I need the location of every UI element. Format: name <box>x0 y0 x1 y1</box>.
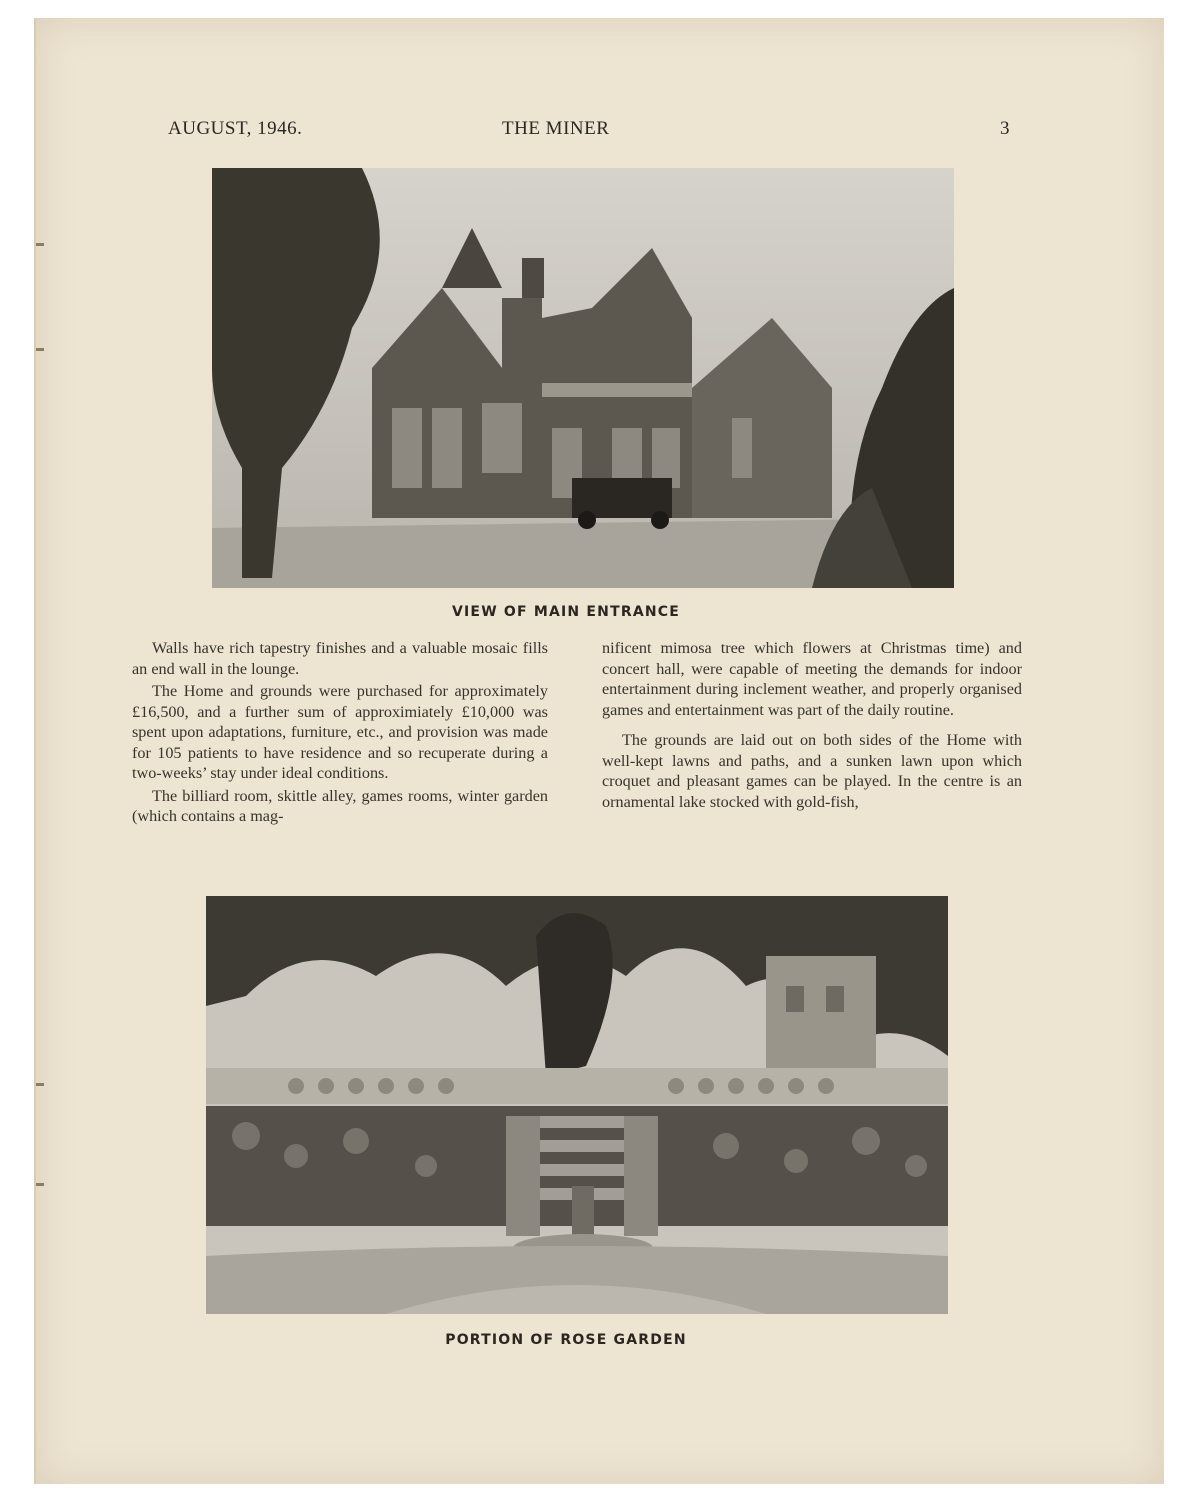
article-column-right <box>602 638 1022 814</box>
binding-staple <box>36 348 44 351</box>
magazine-page <box>34 18 1164 1484</box>
page-number: 3 <box>1000 118 1010 139</box>
binding-staple <box>36 1183 44 1186</box>
main-entrance-caption: VIEW OF MAIN ENTRANCE <box>451 604 681 620</box>
rose-garden-photo <box>206 896 948 1314</box>
article-paragraph: The billiard room, skittle alley, games rooms, winter garden (which contains a mag- <box>132 786 548 825</box>
binding-staple <box>36 243 44 246</box>
issue-date: AUGUST, 1946. <box>168 118 303 139</box>
publication-title: THE MINER <box>502 118 610 139</box>
main-entrance-photo <box>212 168 954 588</box>
article-paragraph: The Home and grounds were purchased for approximately £16,500, and a further sum of approximiately £10,000 was spent upon adaptations, furniture, etc., and provision was made for 105 patients to have residence and so recuperate during a two-weeks’ stay under ideal conditions. <box>132 682 548 782</box>
article-paragraph: The grounds are laid out on both sides of the Home with well-kept lawns and paths, and a sunken lawn upon which croquet and pleasant games can be played. In the centre is an ornamental lake stocked with gold-fish, <box>602 731 1022 811</box>
rose-garden-caption: PORTION OF ROSE GARDEN <box>445 1332 687 1348</box>
article-column-left <box>132 638 548 829</box>
article-paragraph: Walls have rich tapestry finishes and a valuable mosaic fills an end wall in the lounge. <box>132 639 548 678</box>
article-paragraph: nificent mimosa tree which flowers at Christmas time) and concert hall, were capable of meeting the demands for indoor entertainment during inclement weather, and properly organised games and entertainment was part of the daily routine. <box>602 639 1022 719</box>
binding-staple <box>36 1083 44 1086</box>
